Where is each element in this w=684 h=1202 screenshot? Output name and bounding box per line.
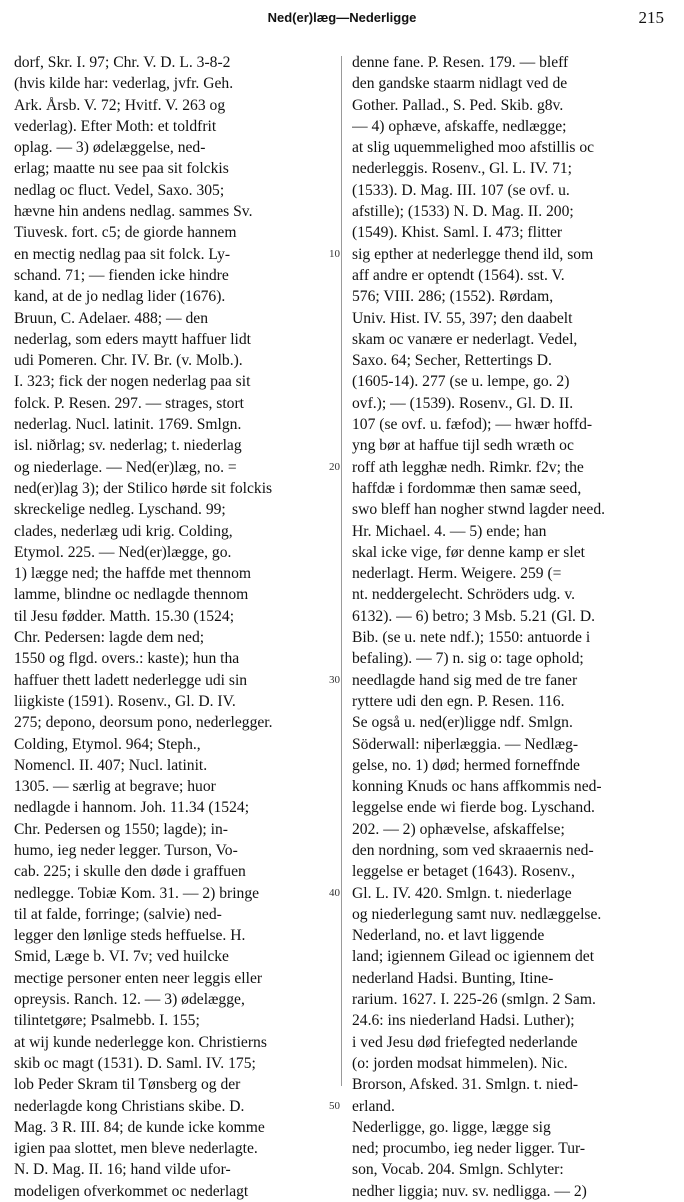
- text-line: skam oc vanære er nederlagt. Vedel,: [352, 330, 578, 348]
- text-line: needlagde hand sig med de tre faner: [352, 671, 578, 689]
- text-line: Etymol. 225. — Ned(er)lægge, go.: [14, 543, 232, 561]
- text-line: til Jesu fødder. Matth. 15.30 (1524;: [14, 607, 235, 625]
- text-line: 1305. — særlig at begrave; huor: [14, 778, 216, 796]
- text-line: nederlag, som eders maytt haffuer lidt: [14, 330, 252, 348]
- text-line: Chr. Pedersen: lagde dem ned;: [14, 629, 205, 647]
- text-line: tilintetgøre; Psalmebb. I. 155;: [14, 1012, 200, 1030]
- text-line: rarium. 1627. I. 225-26 (smlgn. 2 Sam.: [352, 991, 596, 1009]
- text-line: 1550 og flgd. overs.: kaste); hun tha: [14, 650, 240, 668]
- text-line: ovf.); — (1539). Rosenv., Gl. D. II.: [352, 394, 574, 412]
- text-line: (1533). D. Mag. III. 107 (se ovf. u.: [352, 181, 570, 199]
- text-line: sig epther at nederlegge thend ild, som: [352, 245, 594, 263]
- text-line: (1549). Khist. Saml. I. 473; flitter: [352, 224, 563, 242]
- left-column: [14, 52, 332, 1202]
- text-line: clades, nederlæg udi krig. Colding,: [14, 522, 233, 540]
- text-line: (1605-14). 277 (se u. lempe, go. 2): [352, 373, 570, 391]
- text-line: Gl. L. IV. 420. Smlgn. t. niederlage: [352, 884, 572, 902]
- text-line: nt. neddergelecht. Schröders udg. v.: [352, 586, 576, 604]
- text-line: (o: jorden modsat himmelen). Nic.: [352, 1054, 568, 1072]
- text-line: lob Peder Skram til Tønsberg og der: [14, 1076, 241, 1094]
- text-line: og niederlegung samt nuv. nedlæggelse.: [352, 905, 602, 923]
- text-line: den nordning, som ved skraaernis ned-: [352, 841, 594, 859]
- text-line: afstille); (1533) N. D. Mag. II. 200;: [352, 203, 574, 221]
- text-line: ryttere udi den egn. P. Resen. 116.: [352, 692, 565, 710]
- text-line: Bruun, C. Adelaer. 488; — den: [14, 309, 209, 327]
- text-line: erland.: [352, 1097, 395, 1115]
- text-line: igien paa slottet, men bleve nederlagte.: [14, 1140, 258, 1158]
- text-line: Brorson, Afsked. 31. Smlgn. t. nied-: [352, 1076, 579, 1094]
- text-line: denne fane. P. Resen. 179. — bleff: [352, 54, 569, 71]
- text-line: schand. 71; — fienden icke hindre: [14, 266, 229, 284]
- text-line: erlag; maatte nu see paa sit folckis: [14, 160, 229, 178]
- text-line: dorf, Skr. I. 97; Chr. V. D. L. 3-8-2: [14, 54, 231, 71]
- text-line: konning Knuds oc hans affkommis ned-: [352, 778, 602, 796]
- text-line: Nederligge, go. ligge, lægge sig: [352, 1118, 551, 1136]
- text-line: nedlagde i hannom. Joh. 11.34 (1524;: [14, 799, 250, 817]
- line-number: 40: [329, 886, 340, 899]
- line-number: 20: [329, 460, 340, 473]
- text-line: opreysis. Ranch. 12. — 3) ødelægge,: [14, 991, 245, 1009]
- text-line: oplag. — 3) ødelæggelse, ned-: [14, 139, 206, 157]
- column-divider: [341, 56, 342, 1086]
- text-line: til at falde, forringe; (salvie) ned-: [14, 905, 222, 923]
- text-line: nedlag oc fluct. Vedel, Saxo. 305;: [14, 181, 225, 199]
- text-line: folck. P. Resen. 297. — strages, stort: [14, 394, 244, 412]
- text-line: Hr. Michael. 4. — 5) ende; han: [352, 522, 547, 540]
- right-column: [352, 52, 668, 1202]
- text-line: 275; depono, deorsum pono, nederlegger.: [14, 714, 273, 732]
- text-line: den gandske staarm nidlagt ved de: [352, 75, 568, 93]
- text-line: cab. 225; i skulle den døde i graffuen: [14, 863, 246, 881]
- text-line: gelse, no. 1) død; hermed forneffnde: [352, 756, 580, 774]
- page-header: [0, 8, 684, 32]
- text-line: swo bleff han nogher stwnd lagder need.: [352, 501, 606, 519]
- text-line: Mag. 3 R. III. 84; de kunde icke komme: [14, 1118, 265, 1136]
- text-line: Gother. Pallad., S. Ped. Skib. g8v.: [352, 96, 564, 114]
- text-line: og niederlage. — Ned(er)læg, no. =: [14, 458, 237, 476]
- text-line: 1) lægge ned; the haffde met thennom: [14, 565, 252, 583]
- line-number: 10: [329, 247, 340, 260]
- text-line: ned; procumbo, ieg neder ligger. Tur-: [352, 1140, 586, 1158]
- text-line: nedher liggia; nuv. sv. nedligga. — 2): [352, 1182, 587, 1200]
- text-line: haffuer thett ladett nederlegge udi sin: [14, 671, 248, 689]
- text-line: nederland Hadsi. Bunting, Itine-: [352, 969, 554, 987]
- text-line: humo, ieg neder legger. Turson, Vo-: [14, 841, 238, 859]
- text-line: nedlegge. Tobiæ Kom. 31. — 2) bringe: [14, 884, 260, 902]
- text-line: nederlagde kong Christians skibe. D.: [14, 1097, 245, 1115]
- text-line: nederlag. Nucl. latinit. 1769. Smlgn.: [14, 416, 242, 434]
- text-line: Ark. Årsb. V. 72; Hvitf. V. 263 og: [14, 96, 226, 114]
- text-line: leggelse ende wi fierde bog. Lyschand.: [352, 799, 595, 817]
- text-line: Tiuvesk. fort. c5; de giorde hannem: [14, 224, 237, 242]
- text-line: hævne hin andens nedlag. sammes Sv.: [14, 203, 253, 221]
- text-line: skreckelige nedleg. Lyschand. 99;: [14, 501, 226, 519]
- text-line: Bib. (se u. nete ndf.); 1550: antuorde i: [352, 629, 591, 647]
- text-line: liigkiste (1591). Rosenv., Gl. D. IV.: [14, 692, 236, 710]
- text-line: kand, at de jo nedlag lider (1676).: [14, 288, 226, 306]
- text-line: 576; VIII. 286; (1552). Rørdam,: [352, 288, 554, 306]
- text-line: at wij kunde nederlegge kon. Christierns: [14, 1033, 267, 1051]
- text-line: yng bør at haffue tijl sedh wræth oc: [352, 437, 574, 455]
- text-line: udi Pomeren. Chr. IV. Br. (v. Molb.).: [14, 352, 243, 370]
- text-line: at slig uquemmelighed moo afstillis oc: [352, 139, 595, 157]
- text-line: lamme, blindne oc nedlagde thennom: [14, 586, 249, 604]
- text-line: roff ath legghæ nedh. Rimkr. f2v; the: [352, 458, 584, 476]
- text-line: — 4) ophæve, afskaffe, nedlægge;: [352, 117, 567, 135]
- text-line: aff andre er optendt (1564). sst. V.: [352, 266, 565, 284]
- text-line: Chr. Pedersen og 1550; lagde); in-: [14, 820, 228, 838]
- text-line: i ved Jesu død friefegted nederlande: [352, 1033, 578, 1051]
- text-line: ned(er)lag 3); der Stilico hørde sit folckis: [14, 479, 273, 497]
- text-line: Söderwall: niþerlæggia. — Nedlæg-: [352, 735, 579, 753]
- text-line: Se også u. ned(er)ligge ndf. Smlgn.: [352, 714, 573, 732]
- line-number: 30: [329, 673, 340, 686]
- text-line: vederlag). Efter Moth: et toldfrit: [14, 117, 217, 135]
- running-head: Ned(er)læg—Nederligge: [267, 10, 417, 25]
- text-line: Saxo. 64; Secher, Rettertings D.: [352, 352, 552, 370]
- text-line: mectige personer enten neer leggis eller: [14, 969, 263, 987]
- text-line: Colding, Etymol. 964; Steph.,: [14, 735, 201, 753]
- line-number: 50: [329, 1099, 340, 1112]
- text-line: leggelse er betaget (1643). Rosenv.,: [352, 863, 575, 881]
- text-line: isl. niðrlag; sv. nederlag; t. niederlag: [14, 437, 242, 455]
- text-line: skib oc magt (1531). D. Saml. IV. 175;: [14, 1054, 256, 1072]
- text-line: (hvis kilde har: vederlag, jvfr. Geh.: [14, 75, 234, 93]
- text-line: modeligen ofverkommet oc nederlagt: [14, 1182, 249, 1200]
- page-number: 215: [638, 8, 664, 27]
- text-line: 202. — 2) ophævelse, afskaffelse;: [352, 820, 565, 838]
- text-line: nederlagt. Herm. Weigere. 259 (=: [352, 565, 562, 583]
- text-line: legger den lønlige steds heffuelse. H.: [14, 927, 246, 945]
- text-line: Nederland, no. et lavt liggende: [352, 927, 545, 945]
- text-line: son, Vocab. 204. Smlgn. Schlyter:: [352, 1161, 564, 1179]
- text-line: Smid, Læge b. VI. 7v; ved huilcke: [14, 948, 229, 966]
- text-line: land; igiennem Gilead oc igiennem det: [352, 948, 595, 966]
- text-line: 24.6: ins niederland Hadsi. Luther);: [352, 1012, 575, 1030]
- text-line: 6132). — 6) betro; 3 Msb. 5.21 (Gl. D.: [352, 607, 595, 625]
- text-line: I. 323; fick der nogen nederlag paa sit: [14, 373, 251, 391]
- text-line: Nomencl. II. 407; Nucl. latinit.: [14, 756, 208, 774]
- text-line: haffdæ i fordommæ then samæ seed,: [352, 479, 582, 497]
- text-line: 107 (se ovf. u. fæfod); — hwær hoffd-: [352, 416, 593, 434]
- text-line: nederleggis. Rosenv., Gl. L. IV. 71;: [352, 160, 573, 178]
- text-line: Univ. Hist. IV. 55, 397; den daabelt: [352, 309, 573, 327]
- text-line: N. D. Mag. II. 16; hand vilde ufor-: [14, 1161, 231, 1179]
- text-line: befaling). — 7) n. sig o: tage ophold;: [352, 650, 584, 668]
- text-line: skal icke vige, før denne kamp er slet: [352, 543, 585, 561]
- text-line: en mectig nedlag paa sit folck. Ly-: [14, 245, 231, 263]
